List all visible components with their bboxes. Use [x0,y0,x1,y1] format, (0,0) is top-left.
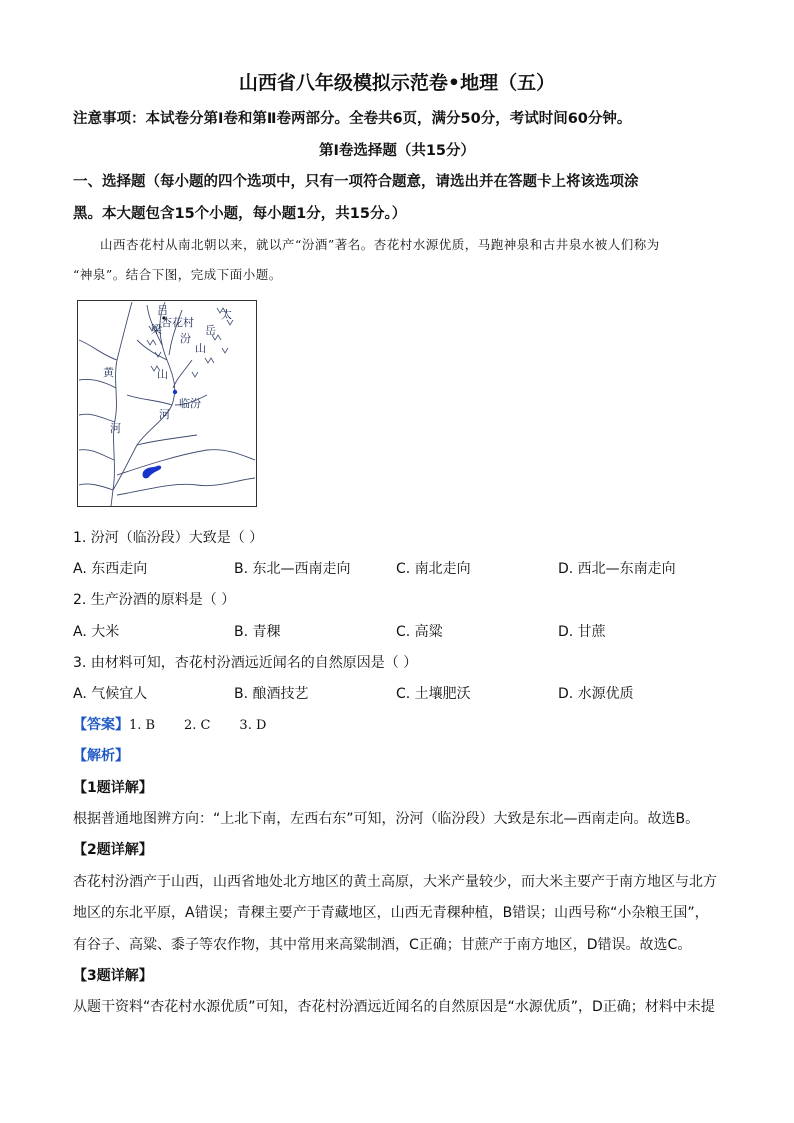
part1-instructions-line1: 一、选择题（每小题的四个选项中，只有一项符合题意，请选出并在答题卡上将该选项涂 [73,174,639,190]
question-1-stem: 1. 汾河（临汾段）大致是（ ） [73,530,264,546]
q2-option-c[interactable]: C. 高粱 [396,624,443,640]
shanxi-river-map [77,300,257,507]
detail-2-line1: 杏花村汾酒产于山西，山西省地处北方地区的黄土高原，大米产量较少，而大米主要产于南方地区与北方 [73,874,717,890]
map-label-linfen: 临汾 [179,397,201,410]
answer-tag: 【答案】 [73,717,129,733]
q3-option-c[interactable]: C. 土壤肥沃 [396,686,471,702]
exam-notice: 注意事项：本试卷分第Ⅰ卷和第Ⅱ卷两部分。全卷共6页，满分50分，考试时间60分钟。 [73,111,632,127]
map-label-liang: 梁 [151,323,162,336]
map-label-tai: 太 [221,308,232,321]
part1-instructions-line2: 黑。本大题包含15个小题，每小题1分，共15分。） [73,206,407,222]
q3-option-d[interactable]: D. 水源优质 [558,686,634,702]
map-label-he: 河 [159,408,170,421]
material-line1: 山西杏花村从南北朝以来，就以产“汾酒”著名。杏花村水源优质，马跑神泉和古井泉水被人们称为 [100,237,660,252]
map-label-fen: 汾 [180,332,191,345]
q2-option-d[interactable]: D. 甘蔗 [558,624,606,640]
map-label-huang: 黄 [103,366,114,379]
page-title: 山西省八年级模拟示范卷•地理（五） [238,72,556,94]
detail-1-text: 根据普通地图辨方向：“上北下南，左西右东”可知，汾河（临汾段）大致是东北—西南走向。故选B。 [73,811,700,827]
detail-2-line2: 地区的东北平原，A错误；青稞主要产于青藏地区，山西无青稞种植，B错误；山西号称“小杂粮王国”， [73,905,709,921]
detail-2-tag: 【2题详解】 [73,842,153,858]
q1-option-d[interactable]: D. 西北—东南走向 [558,561,676,577]
map-label-yue: 岳 [205,324,216,337]
q2-option-a[interactable]: A. 大米 [73,624,120,640]
answer-row [73,714,266,734]
answer-values: 1. B 2. C 3. D [129,718,267,733]
map-label-shan-left: 山 [157,368,168,381]
detail-3-text: 从题干资料“杏花村水源优质”可知，杏花村汾酒远近闻名的自然原因是“水源优质”，D正确；材料中未提 [73,999,715,1015]
question-3-stem: 3. 由材料可知，杏花村汾酒远近闻名的自然原因是（ ） [73,655,418,671]
q1-option-a[interactable]: A. 东西走向 [73,561,148,577]
q1-option-c[interactable]: C. 南北走向 [396,561,471,577]
section-title: 第Ⅰ卷选择题（共15分） [318,143,476,159]
question-2-stem: 2. 生产汾酒的原料是（ ） [73,592,236,608]
map-label-lv: 吕 [157,304,168,317]
q3-option-a[interactable]: A. 气候宜人 [73,686,148,702]
linfen-dot [173,390,177,394]
detail-2-line3: 有谷子、高粱、黍子等农作物，其中常用来高粱制酒，C正确；甘蔗产于南方地区，D错误。故选C。 [73,937,692,953]
detail-3-tag: 【3题详解】 [73,968,153,984]
detail-1-tag: 【1题详解】 [73,780,153,796]
q2-option-b[interactable]: B. 青稞 [234,624,281,640]
q3-option-b[interactable]: B. 酿酒技艺 [234,686,309,702]
map-label-shan-right: 山 [195,342,206,355]
analysis-tag: 【解析】 [73,748,129,764]
material-line2: “神泉”。结合下图，完成下面小题。 [73,267,282,282]
q1-option-b[interactable]: B. 东北—西南走向 [234,561,351,577]
map-label-xinghuacun: 杏花村 [161,316,194,329]
map-label-he2: 河 [110,422,121,435]
